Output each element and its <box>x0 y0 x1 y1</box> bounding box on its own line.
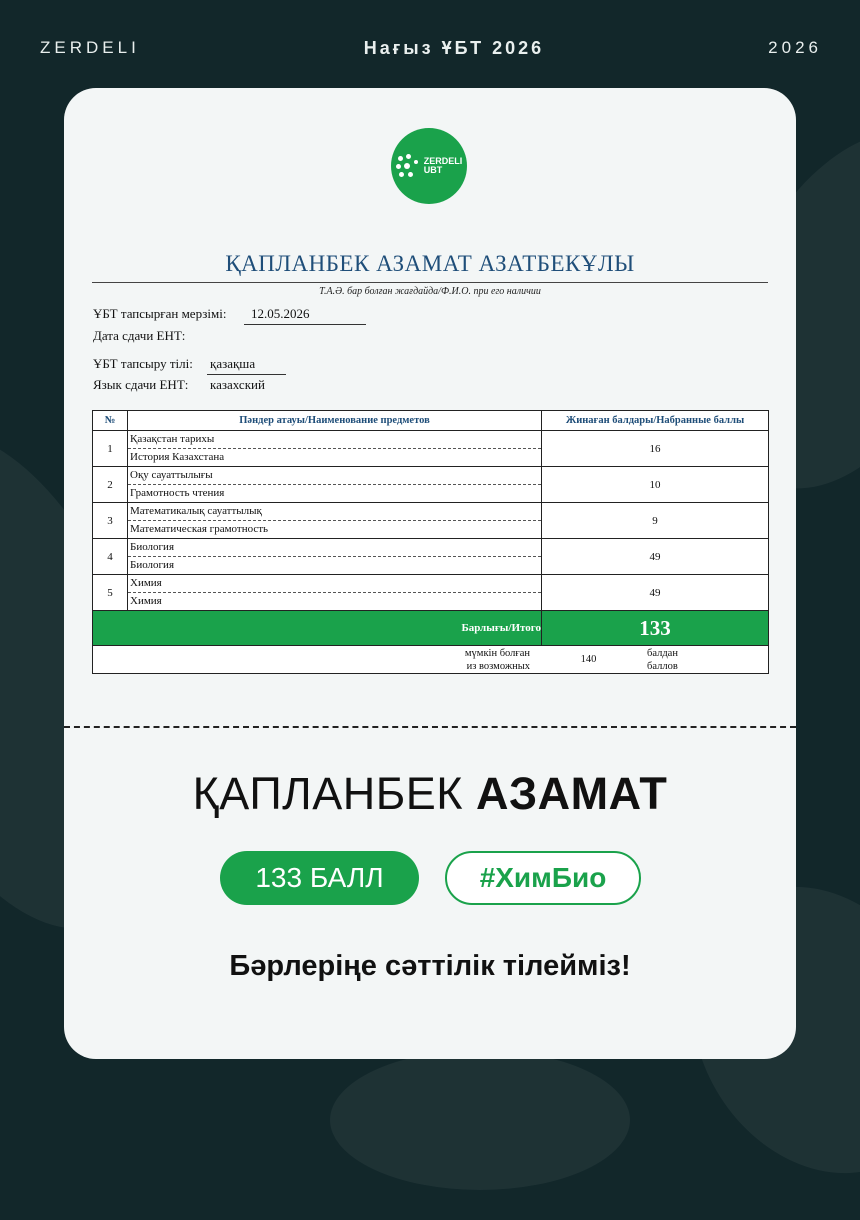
table-header-row <box>93 411 769 431</box>
name-caption: Т.А.Ә. бар болған жағдайда/Ф.И.О. при его наличии <box>319 286 541 297</box>
exam-language-label-ru: Язык сдачи ЕНТ: <box>93 377 189 392</box>
exam-language-label-kz: ҰБТ тапсыру тілі: <box>93 356 193 371</box>
subject-score: 49 <box>542 575 769 611</box>
possible-cell <box>93 646 769 674</box>
scores-table <box>92 410 769 674</box>
subject-name-ru: Биология <box>130 559 175 571</box>
logo-line2: UBT <box>423 165 443 175</box>
exam-language-value-kz: қазақша <box>210 356 256 371</box>
points-label <box>647 647 678 673</box>
subject-tag-pill: #ХимБио <box>445 851 641 905</box>
subject-score: 9 <box>542 503 769 539</box>
year-label: 2026 <box>768 38 822 57</box>
subject-score: 10 <box>542 467 769 503</box>
subject-cell <box>128 539 542 575</box>
subject-name-kz: Математикалық сауаттылық <box>128 503 541 521</box>
header-subject: Пәндер атауы/Наименование предметов <box>128 411 542 431</box>
row-number: 1 <box>93 431 128 467</box>
total-row <box>93 611 769 646</box>
subject-name-kz: Биология <box>128 539 541 557</box>
possible-label-ru: из возможных <box>466 660 530 672</box>
good-luck-message: Бәрлеріңе сәттілік тілейміз! <box>229 950 631 982</box>
name-underline <box>92 282 768 283</box>
exam-language-value-ru: казахский <box>210 377 265 392</box>
background-shape <box>330 1050 630 1190</box>
subject-name-kz: Қазақстан тарихы <box>128 431 541 449</box>
exam-date-label-kz: ҰБТ тапсырған мерзімі: <box>93 306 227 321</box>
banner-name <box>64 768 796 820</box>
total-label: Барлығы/Итого <box>93 611 542 646</box>
possible-label-kz: мүмкін болған <box>464 647 530 659</box>
subject-name-ru: Математическая грамотность <box>130 523 269 535</box>
top-bar <box>40 36 822 60</box>
logo-wordmark <box>424 157 463 175</box>
logo-mark-icon <box>396 154 420 178</box>
subject-name-ru: История Казахстана <box>130 451 225 463</box>
result-card <box>64 88 796 1059</box>
subject-cell <box>128 431 542 467</box>
score-pill: 133 БАЛЛ <box>220 851 419 905</box>
total-score: 133 <box>542 611 769 646</box>
table-row <box>93 467 769 503</box>
exam-date-value: 12.05.2026 <box>251 306 310 321</box>
table-row <box>93 431 769 467</box>
header-number: № <box>93 411 128 431</box>
table-row <box>93 539 769 575</box>
subject-name-kz: Химия <box>128 575 541 593</box>
table-row <box>93 503 769 539</box>
table-row <box>93 575 769 611</box>
possible-row <box>93 646 769 674</box>
cut-divider <box>64 726 796 728</box>
brand-label: ZERDELI <box>40 38 140 57</box>
header-score: Жинаған балдары/Набранные баллы <box>542 411 769 431</box>
subject-name-ru: Химия <box>130 595 162 607</box>
row-number: 4 <box>93 539 128 575</box>
subject-score: 49 <box>542 539 769 575</box>
certificate-full-name: ҚАПЛАНБЕК АЗАМАТ АЗАТБЕКҰЛЫ <box>225 251 635 276</box>
subject-name-ru: Грамотность чтения <box>130 487 225 499</box>
subject-cell <box>128 503 542 539</box>
row-number: 5 <box>93 575 128 611</box>
subject-cell <box>128 467 542 503</box>
possible-value: 140 <box>580 654 597 665</box>
possible-label <box>93 647 530 673</box>
subject-name-kz: Оқу сауаттылығы <box>128 467 541 485</box>
logo-line1: ZERDELI <box>423 156 463 166</box>
points-label-kz: балдан <box>647 647 678 659</box>
exam-date-label-ru: Дата сдачи ЕНТ: <box>93 328 186 343</box>
row-number: 2 <box>93 467 128 503</box>
points-label-ru: баллов <box>647 660 678 672</box>
subject-cell <box>128 575 542 611</box>
campaign-title: Нағыз ҰБТ 2026 <box>363 37 545 58</box>
date-underline <box>244 324 366 325</box>
language-underline <box>207 374 286 375</box>
banner-surname: ҚАПЛАНБЕК <box>192 768 463 819</box>
row-number: 3 <box>93 503 128 539</box>
zerdeli-logo <box>391 128 467 204</box>
subject-score: 16 <box>542 431 769 467</box>
banner-first-name: АЗАМАТ <box>475 768 668 819</box>
